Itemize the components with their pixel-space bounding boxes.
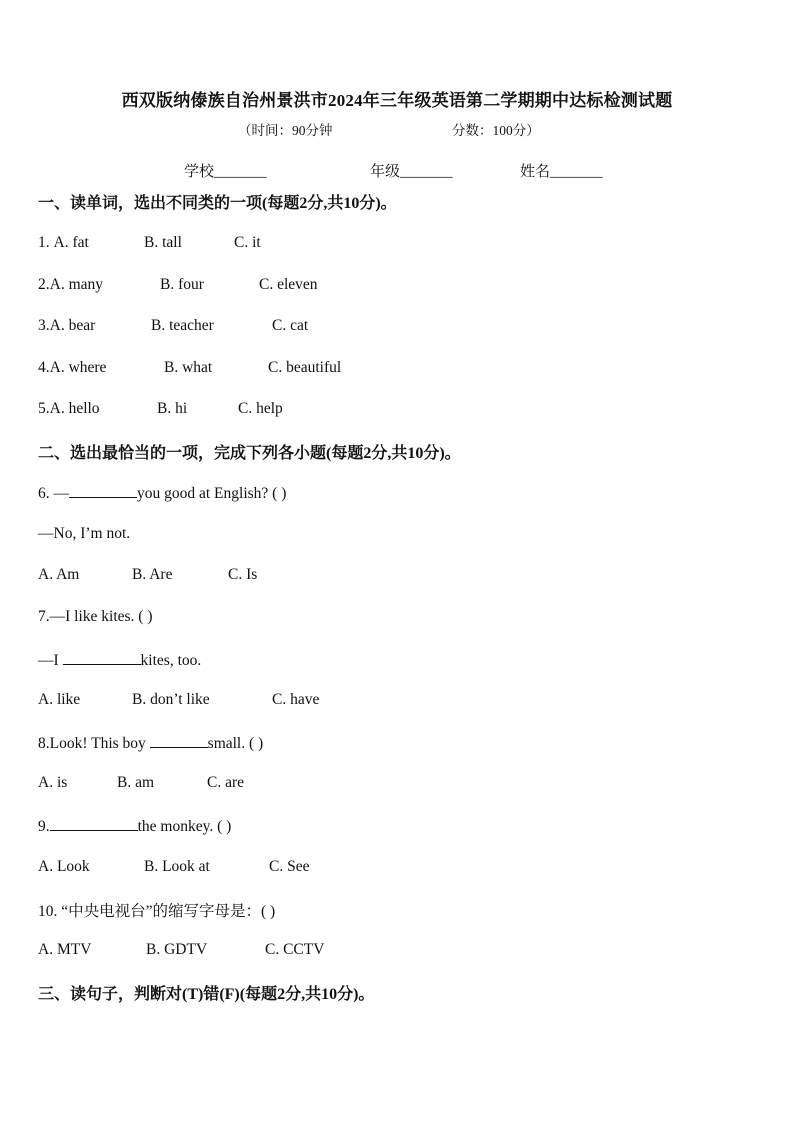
option-b: B. what bbox=[164, 359, 213, 376]
option-a: A. MTV bbox=[38, 941, 92, 958]
question-10: 10. “中央电视台”的缩写字母是：( ) bbox=[38, 903, 276, 920]
question-8-options bbox=[38, 774, 245, 792]
option-a: A. where bbox=[49, 359, 107, 376]
option-b: B. tall bbox=[144, 234, 182, 251]
option-b: B. Are bbox=[132, 566, 173, 583]
school-field: 学校_______ bbox=[184, 164, 267, 180]
option-a: A. Am bbox=[38, 566, 80, 583]
question-9-options bbox=[38, 858, 310, 876]
total-score: 分数：100分） bbox=[452, 123, 540, 138]
answer-blank bbox=[150, 733, 208, 748]
option-a: A. fat bbox=[53, 234, 89, 251]
question-3 bbox=[38, 317, 309, 335]
question-prefix: 9. bbox=[38, 818, 50, 835]
option-a: A. hello bbox=[49, 400, 100, 417]
section-3-heading: 三、读句子，判断对(T)错(F)(每题2分,共10分)。 bbox=[38, 986, 375, 1003]
question-number: 3. bbox=[38, 317, 50, 334]
option-c: C. CCTV bbox=[265, 941, 325, 958]
question-7-options bbox=[38, 691, 320, 709]
question-text: you good at English? ( ) bbox=[137, 485, 287, 502]
question-prefix: 6. — bbox=[38, 485, 69, 502]
question-prefix: 8.Look! This boy bbox=[38, 735, 150, 752]
question-number: 2. bbox=[38, 276, 50, 293]
option-c: C. help bbox=[238, 400, 283, 417]
question-4 bbox=[38, 359, 342, 377]
question-8 bbox=[38, 733, 263, 753]
option-a: A. Look bbox=[38, 858, 90, 875]
time-limit: （时间：90分钟 bbox=[238, 123, 333, 138]
answer-blank bbox=[63, 650, 141, 665]
section-1-heading: 一、读单词，选出不同类的一项(每题2分,共10分)。 bbox=[38, 195, 397, 212]
question-6 bbox=[38, 483, 286, 503]
question-text: kites, too. bbox=[140, 652, 202, 669]
question-number: 5. bbox=[38, 400, 50, 417]
question-2 bbox=[38, 276, 318, 294]
grade-field: 年级_______ bbox=[370, 164, 453, 180]
question-5 bbox=[38, 400, 283, 418]
option-b: B. four bbox=[160, 276, 204, 293]
question-text: small. ( ) bbox=[207, 735, 264, 752]
question-prefix: —I bbox=[38, 652, 63, 669]
question-number: 1. bbox=[38, 234, 54, 251]
option-b: B. teacher bbox=[151, 317, 214, 334]
option-b: B. hi bbox=[157, 400, 188, 417]
question-6-reply: —No, I’m not. bbox=[38, 525, 131, 542]
section-2-heading: 二、选出最恰当的一项，完成下列各小题(每题2分,共10分)。 bbox=[38, 445, 461, 462]
question-6-options bbox=[38, 566, 258, 584]
page-title: 西双版纳傣族自治州景洪市2024年三年级英语第二学期期中达标检测试题 bbox=[121, 91, 673, 110]
option-a: A. many bbox=[49, 276, 104, 293]
option-a: A. is bbox=[38, 774, 68, 791]
option-b: B. don’t like bbox=[132, 691, 210, 708]
option-b: B. GDTV bbox=[146, 941, 208, 958]
option-b: B. am bbox=[117, 774, 155, 791]
answer-blank bbox=[69, 483, 137, 498]
option-c: C. cat bbox=[272, 317, 309, 334]
option-b: B. Look at bbox=[144, 858, 210, 875]
option-c: C. are bbox=[207, 774, 245, 791]
question-7: 7.—I like kites. ( ) bbox=[38, 608, 153, 625]
option-a: A. bear bbox=[49, 317, 96, 334]
option-c: C. eleven bbox=[259, 276, 318, 293]
question-9 bbox=[38, 816, 231, 836]
option-a: A. like bbox=[38, 691, 81, 708]
option-c: C. Is bbox=[228, 566, 258, 583]
question-number: 4. bbox=[38, 359, 50, 376]
answer-blank bbox=[50, 816, 138, 831]
question-1 bbox=[38, 234, 261, 252]
question-10-options bbox=[38, 941, 325, 959]
question-text: the monkey. ( ) bbox=[137, 818, 232, 835]
option-c: C. it bbox=[234, 234, 261, 251]
name-field: 姓名_______ bbox=[520, 164, 603, 180]
option-c: C. have bbox=[272, 691, 320, 708]
option-c: C. See bbox=[269, 858, 310, 875]
option-c: C. beautiful bbox=[268, 359, 342, 376]
question-7-reply bbox=[38, 650, 201, 670]
